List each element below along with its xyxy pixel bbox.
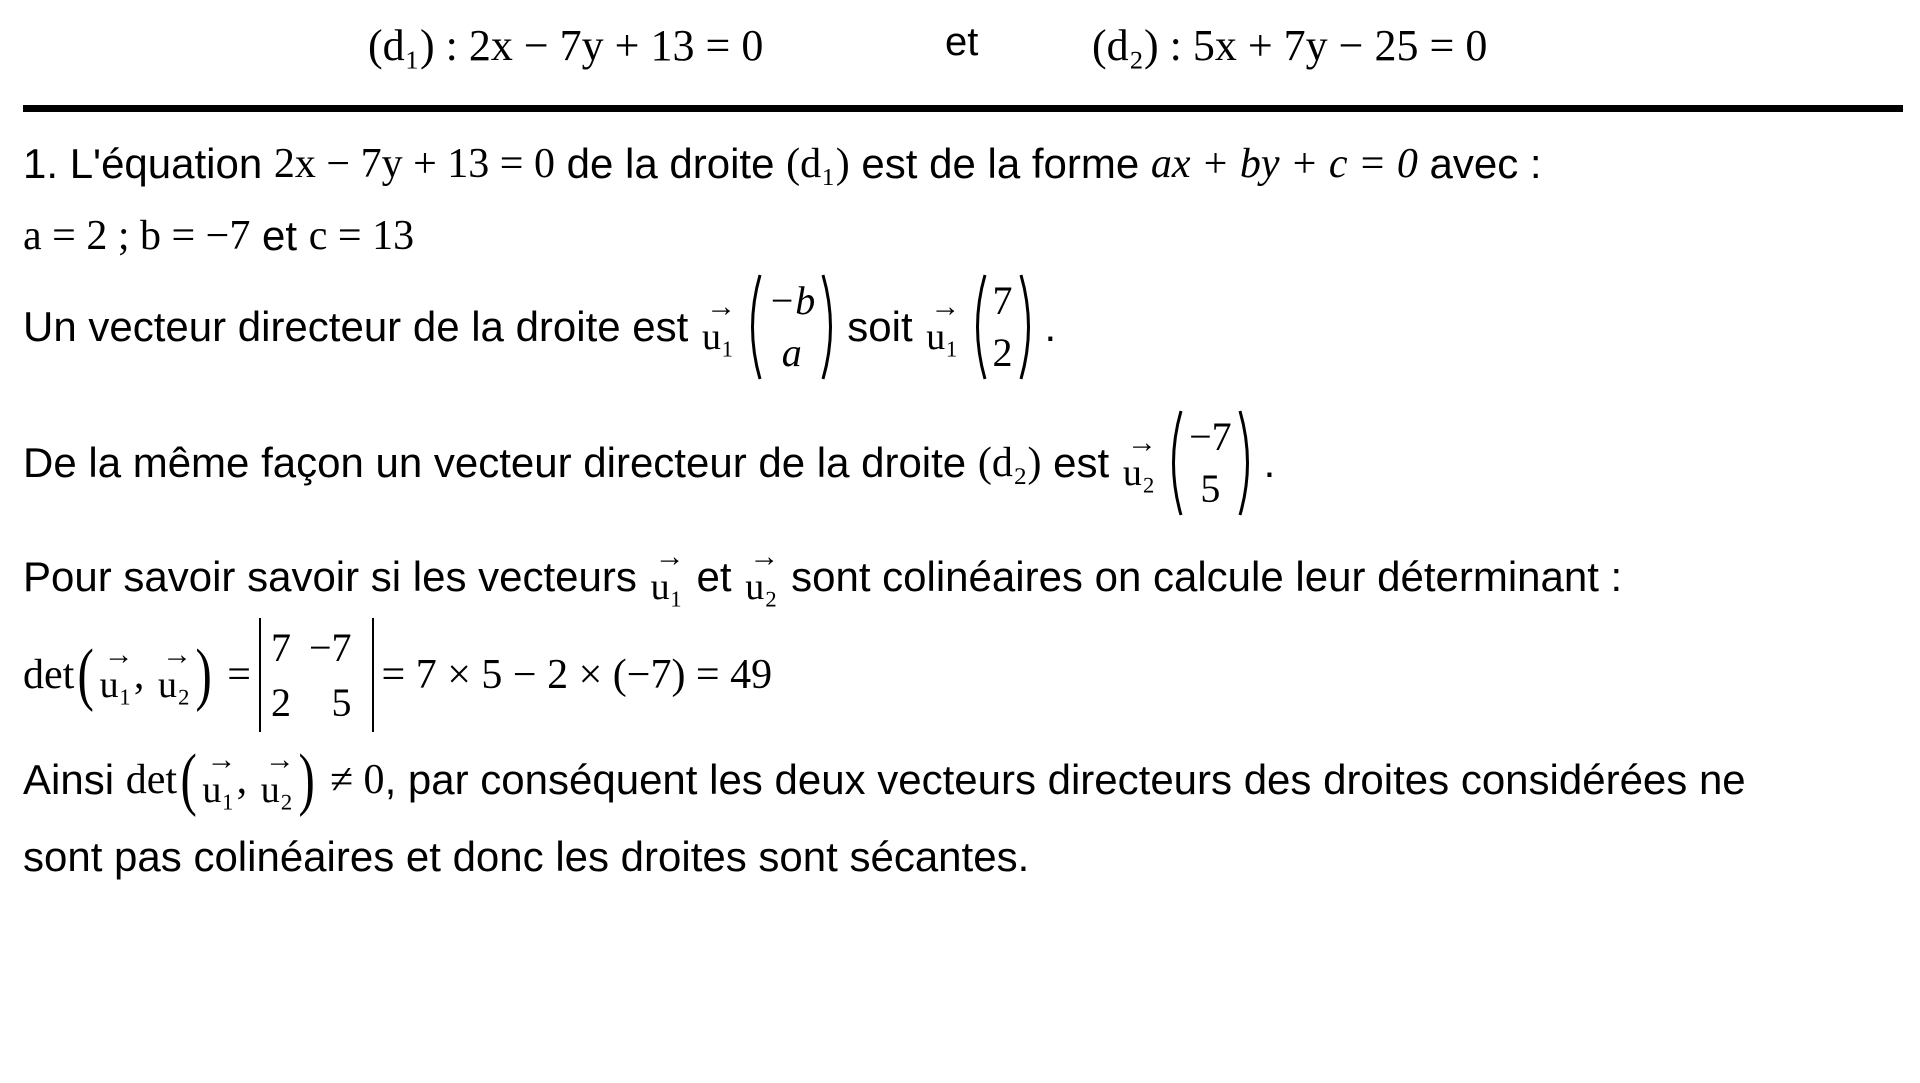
text: avec : — [1429, 140, 1542, 187]
header-equations — [0, 20, 1920, 90]
text: est de la forme — [861, 140, 1140, 187]
paragraph-line-6 — [23, 618, 772, 732]
vector-arrow-icon: → — [1126, 426, 1151, 459]
matrix-cell: 7 — [992, 278, 1013, 323]
vector-label: u₂ — [1122, 452, 1156, 494]
text: Ainsi — [23, 756, 115, 803]
vector-arrow-icon: → — [706, 290, 731, 323]
vector-u1 — [650, 540, 683, 608]
det-operator: det — [23, 652, 75, 698]
equation-d1: (d₁) : 2x − 7y + 13 = 0 — [368, 21, 764, 70]
text: , par conséquent les deux vecteurs directeurs des droites considérées ne — [384, 756, 1746, 803]
vector-u2 — [158, 638, 191, 706]
paragraph-line-1 — [23, 140, 1542, 188]
text: Un vecteur directeur de la droite est — [23, 303, 689, 350]
vector-u2 — [1122, 426, 1156, 494]
vector-label: u₁ — [650, 566, 683, 608]
math-coefficients: a = 2 ; b = −7 — [23, 213, 251, 259]
header-et: et — [945, 20, 979, 64]
left-paren-icon: ( — [180, 741, 197, 818]
text: soit — [847, 303, 913, 350]
paragraph-line-4 — [23, 408, 1275, 518]
text: et — [696, 553, 732, 600]
vector-label: u₁ — [702, 316, 735, 358]
right-paren-icon — [1236, 408, 1258, 518]
matrix-cell: −b — [768, 278, 816, 323]
vector-arrow-icon: → — [162, 638, 187, 671]
right-paren-icon: ) — [195, 636, 213, 713]
right-paren-icon — [1017, 272, 1039, 382]
matrix-cell: 2 — [992, 330, 1013, 375]
text: sont pas colinéaires et donc les droites sont sécantes. — [23, 833, 1030, 880]
paragraph-line-8 — [23, 833, 1030, 880]
vector-label: u₂ — [745, 566, 778, 608]
column-matrix — [742, 272, 841, 382]
math-determinant-result: = 7 × 5 − 2 × (−7) = 49 — [381, 652, 773, 698]
vector-label: u₁ — [99, 664, 132, 706]
left-paren-icon: ( — [77, 636, 95, 713]
vector-u1 — [926, 290, 959, 358]
left-paren-icon — [967, 272, 989, 382]
vector-u1 — [202, 743, 235, 811]
right-paren-icon — [819, 272, 841, 382]
text: et — [262, 212, 298, 259]
vector-arrow-icon: → — [749, 540, 774, 573]
paragraph-line-5 — [23, 540, 1623, 608]
vector-u1 — [702, 290, 735, 358]
comma: , — [236, 757, 248, 803]
math-not-zero: ≠ 0 — [330, 757, 385, 803]
paragraph-line-2 — [23, 212, 414, 260]
column-matrix — [967, 272, 1039, 382]
matrix-cell: −7 — [308, 625, 352, 670]
equation-d2: (d₂) : 5x + 7y − 25 = 0 — [1092, 21, 1488, 70]
text: sont colinéaires on calcule leur déterminant : — [791, 553, 1623, 600]
math-coefficient-c: c = 13 — [308, 213, 415, 259]
left-paren-icon — [742, 272, 764, 382]
vector-u2 — [745, 540, 778, 608]
text: . — [1044, 303, 1057, 350]
vector-u2 — [260, 743, 294, 811]
comma: , — [133, 652, 145, 698]
vector-u1 — [99, 638, 132, 706]
math-general-form: ax + by + c = 0 — [1150, 141, 1418, 187]
text: . — [1263, 439, 1276, 486]
vector-label: u₂ — [260, 769, 294, 811]
text: est — [1053, 439, 1110, 486]
equals-sign: = — [227, 652, 251, 698]
vector-arrow-icon: → — [930, 290, 955, 323]
right-paren-icon: ) — [298, 741, 315, 818]
vector-label: u₁ — [202, 769, 235, 811]
matrix-cell: 5 — [1200, 466, 1221, 511]
determinant-matrix — [259, 618, 374, 732]
math-equation: 2x − 7y + 13 = 0 — [273, 141, 555, 187]
vector-arrow-icon: → — [264, 743, 289, 776]
vector-label: u₂ — [158, 664, 191, 706]
math-d1: (d₁) — [786, 141, 850, 187]
matrix-cell: 7 — [270, 625, 291, 670]
paragraph-line-3 — [23, 272, 1056, 382]
paragraph-line-7 — [23, 741, 1746, 818]
column-matrix — [1163, 408, 1258, 518]
vector-arrow-icon: → — [103, 638, 128, 671]
vector-arrow-icon: → — [654, 540, 679, 573]
math-d2: (d₂) — [977, 440, 1042, 486]
matrix-cell: 2 — [270, 680, 291, 725]
matrix-cell: a — [781, 330, 802, 375]
matrix-cell: −7 — [1189, 414, 1232, 459]
vector-label: u₁ — [926, 316, 959, 358]
vector-arrow-icon: → — [206, 743, 231, 776]
matrix-cell: 5 — [331, 680, 352, 725]
text: 1. L'équation — [23, 140, 263, 187]
text: De la même façon un vecteur directeur de la droite — [23, 439, 967, 486]
left-paren-icon — [1163, 408, 1185, 518]
header-rule — [23, 105, 1903, 112]
text: Pour savoir savoir si les vecteurs — [23, 553, 637, 600]
det-operator: det — [125, 757, 178, 803]
text: de la droite — [566, 140, 775, 187]
